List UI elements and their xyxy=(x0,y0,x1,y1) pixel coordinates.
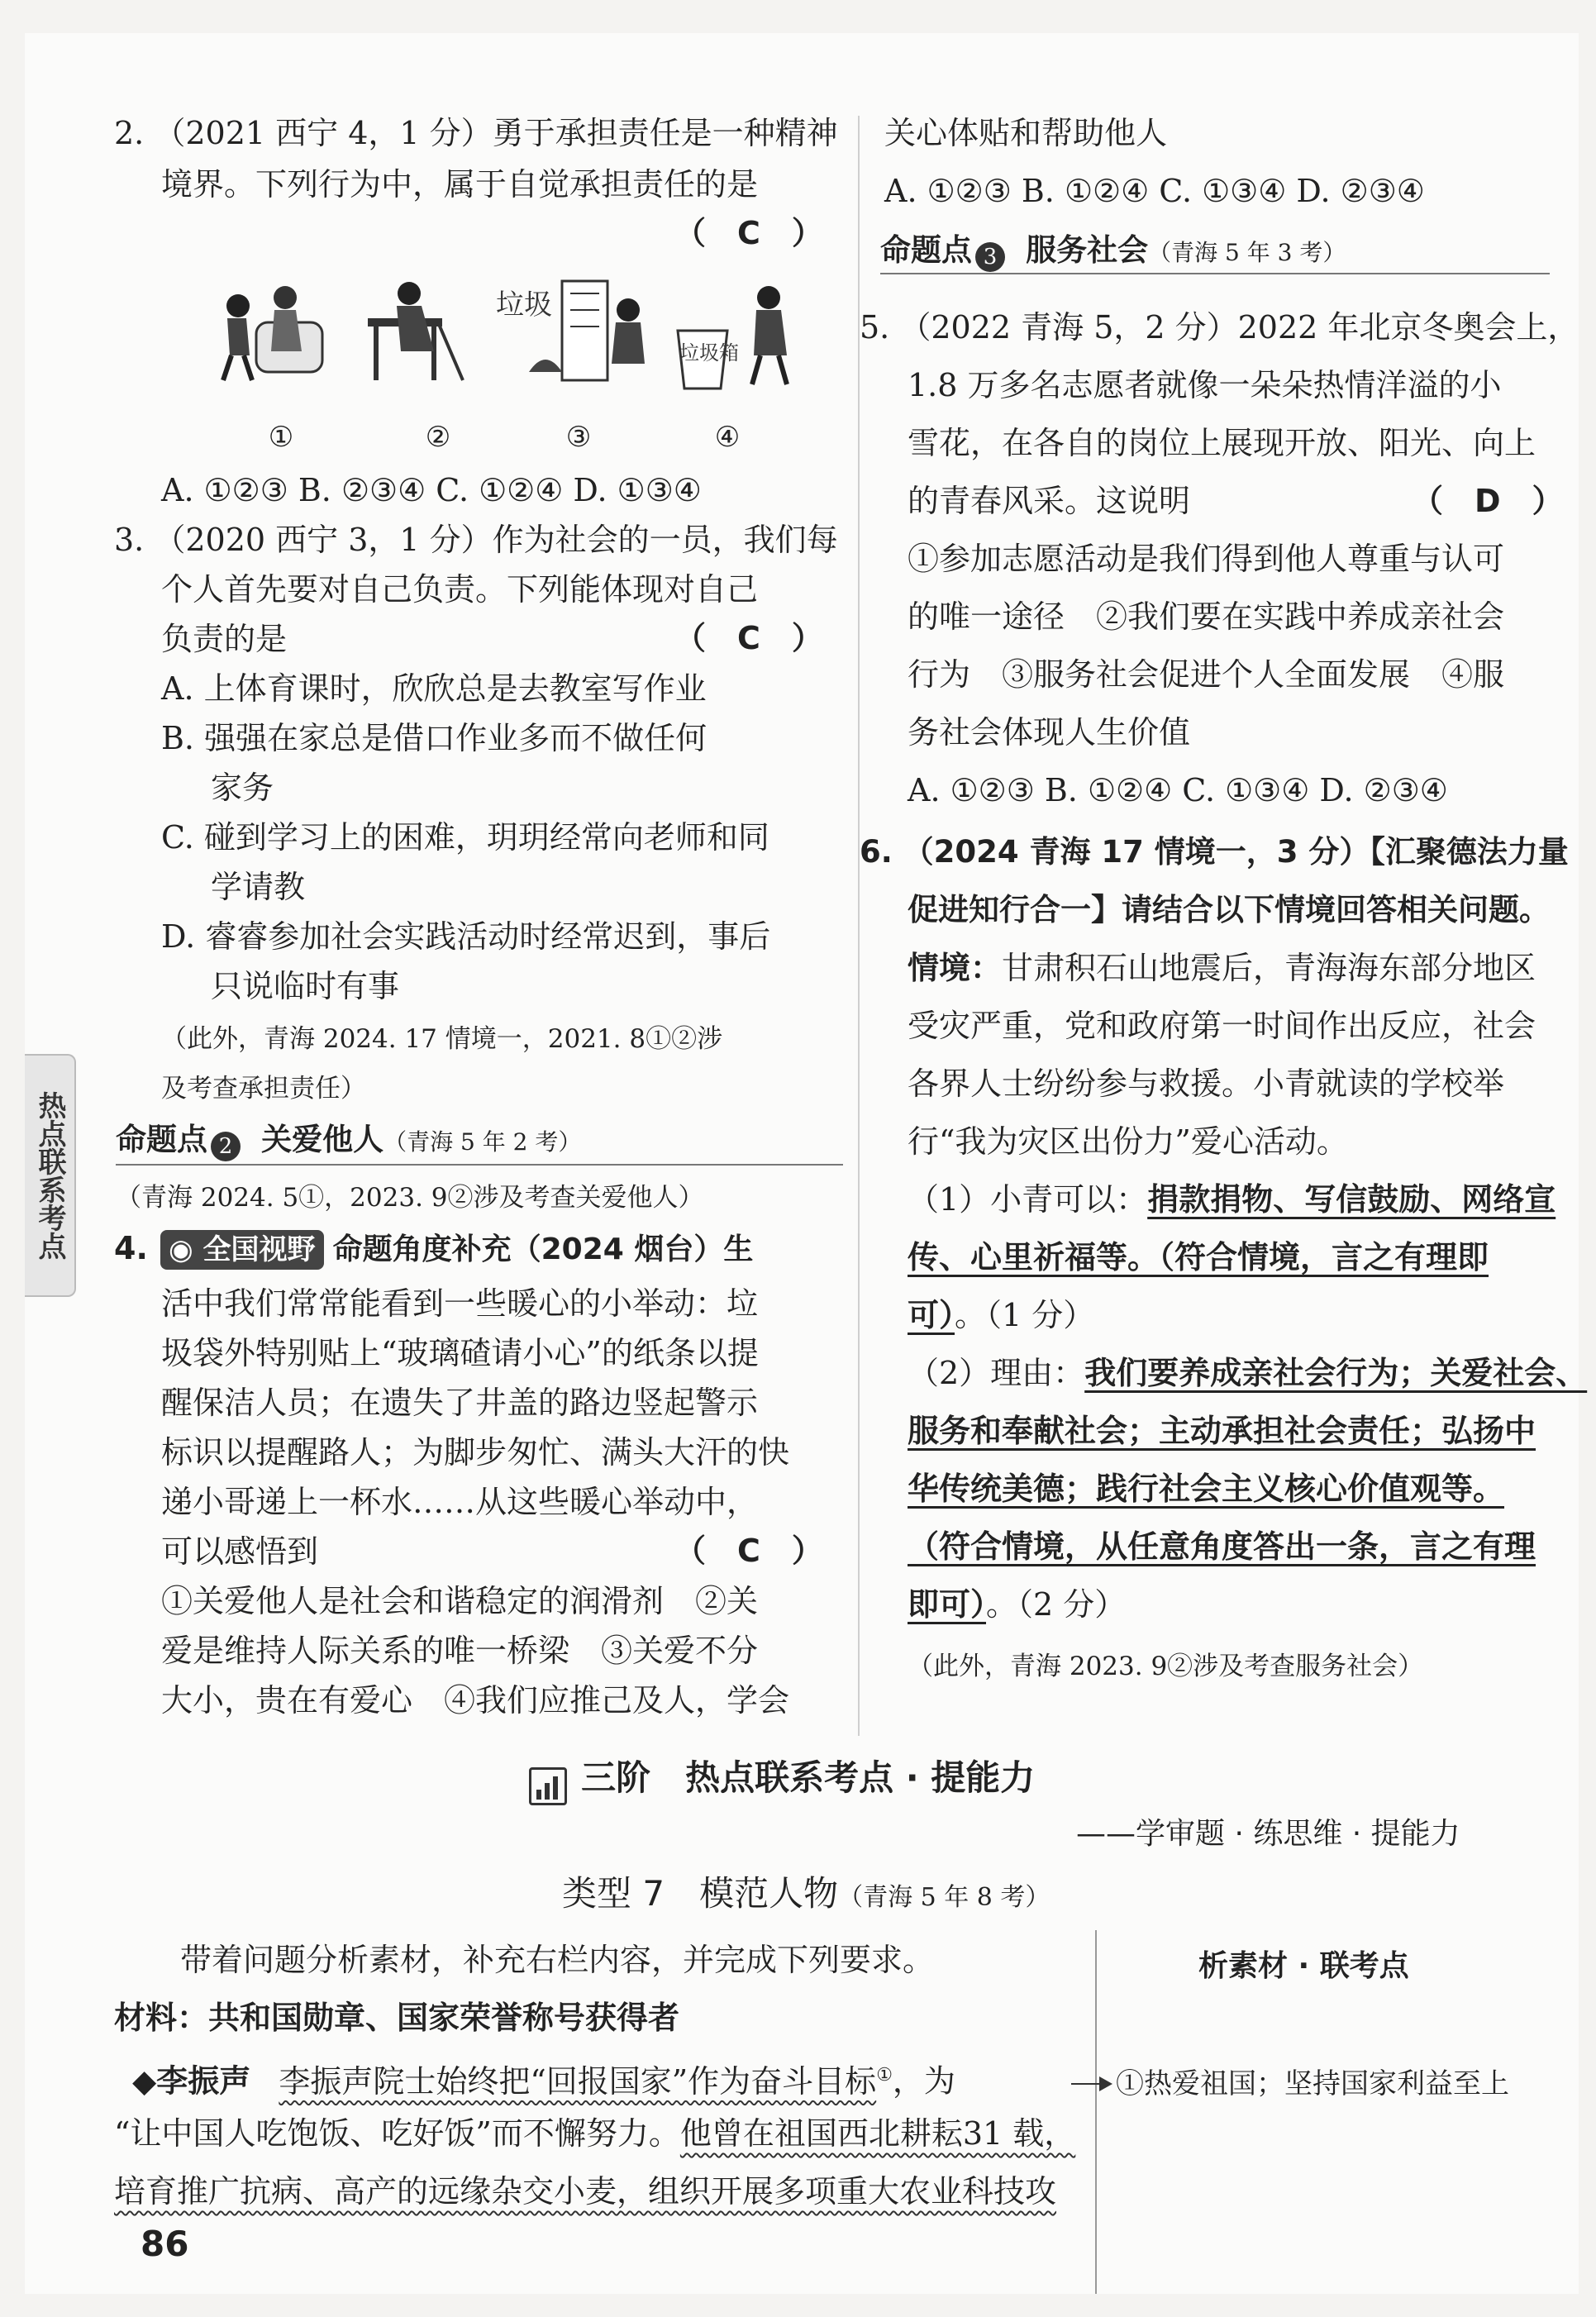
svg-text:垃圾: 垃圾 xyxy=(496,288,552,322)
q6-context-4: 行“我为灾区出份力”爱心活动。 xyxy=(908,1123,1348,1160)
q6-context-label: 情境： xyxy=(908,950,1003,986)
q5-line7: 行为 ③服务社会促进个人全面发展 ④服 xyxy=(908,656,1505,693)
eye-icon: ◉ xyxy=(168,1233,193,1266)
q4-line2: 活中我们常常能看到一些暖心的小举动：垃 xyxy=(161,1285,759,1322)
q3-answer: （ C ） xyxy=(674,620,823,656)
point2-sub: （青海 5 年 2 考） xyxy=(384,1128,582,1156)
q3-option-b: B. 强强在家总是借口作业多而不做任何 xyxy=(161,720,707,756)
q6-context-3: 各界人士纷纷参与救援。小青就读的学校举 xyxy=(908,1066,1505,1102)
page-number: 86 xyxy=(141,2224,189,2264)
q4-line5: 标识以提醒路人；为脚步匆忙、满头大汗的快 xyxy=(161,1434,790,1471)
q6-part2-answer-5: 即可） xyxy=(908,1586,987,1623)
point2-title: 命题点 xyxy=(116,1122,207,1157)
fig-label-3: ③ xyxy=(565,421,592,454)
fig-label-4: ④ xyxy=(714,421,741,454)
type7-material: 材料：共和国勋章、国家荣誉称号获得者 xyxy=(114,2000,680,2036)
q4-options: A. ①②③ B. ①②④ C. ①③④ D. ②③④ xyxy=(884,173,1425,209)
stage3-subtitle: ——学审题 · 练思维 · 提能力 xyxy=(1076,1817,1460,1851)
point3-rule xyxy=(880,273,1550,274)
q3-note-1: （此外，青海 2024. 17 情境一，2021. 8①②涉 xyxy=(161,1024,723,1054)
point3-name: 服务社会 xyxy=(1026,232,1149,268)
stage3-heading xyxy=(529,1751,1035,1805)
type7-right-note: ①热爱祖国；坚持国家利益至上 xyxy=(1116,2067,1509,2100)
q5-line6: 的唯一途径 ②我们要在实践中养成亲社会 xyxy=(908,598,1505,635)
q5-line1: 5. （2022 青海 5，2 分）2022 年北京冬奥会上， xyxy=(860,309,1579,346)
type7-right-head: 析素材 · 联考点 xyxy=(1198,1949,1409,1983)
q6-context-2: 受灾严重，党和政府第一时间作出反应，社会 xyxy=(908,1008,1536,1044)
workbook-page xyxy=(25,33,1588,2294)
q3-line2: 个人首先要对自己负责。下列能体现对自己 xyxy=(161,571,759,608)
q5-options: A. ①②③ B. ①②④ C. ①③④ D. ②③④ xyxy=(908,772,1448,808)
material-line-3: 培育推广抗病、高产的远缘杂交小麦，组织开展多项重大农业科技攻 xyxy=(114,2173,1057,2210)
scene-3-figure xyxy=(496,281,645,380)
bar-chart-icon xyxy=(529,1767,567,1805)
q3-option-a: A. 上体育课时，欣欣总是去教室写作业 xyxy=(161,670,707,707)
material-line-2-underlined: 他曾在祖国西北耕耘31 载， xyxy=(679,2115,1076,2152)
type7-intro: 带着问题分析素材，补充右栏内容，并完成下列要求。 xyxy=(180,1942,935,1978)
q3-line3: 负责的是 xyxy=(161,621,288,657)
q3-option-d-cont: 只说临时有事 xyxy=(211,968,400,1004)
scene-4-figure xyxy=(678,286,787,389)
point2-heading xyxy=(116,1114,581,1161)
q5-line3: 雪花，在各自的岗位上展现开放、阳光、向上 xyxy=(908,425,1536,461)
point3-sub: （青海 5 年 3 考） xyxy=(1148,239,1346,266)
point3-number-badge: 3 xyxy=(975,242,1005,272)
q2-options: A. ①②③ B. ②③④ C. ①②④ D. ①③④ xyxy=(161,472,702,508)
q6-part1-line1: （1）小青可以：捐款捐物、写信鼓励、网络宣 xyxy=(908,1181,1556,1218)
q3-option-c: C. 碰到学习上的困难，玥玥经常向老师和同 xyxy=(161,819,769,856)
q4-line9: 爱是维持人际关系的唯一桥梁 ③关爱不分 xyxy=(161,1633,759,1669)
q6-line2: 促进知行合一】请结合以下情境回答相关问题。 xyxy=(908,892,1550,927)
q6-part2-score: 。（2 分） xyxy=(986,1586,1127,1623)
q5-answer: （ D ） xyxy=(1412,483,1564,519)
q3-option-b-cont: 家务 xyxy=(211,770,274,806)
q2-illustration xyxy=(198,273,827,463)
q6-part1-line3 xyxy=(908,1290,1094,1341)
svg-text:垃圾箱: 垃圾箱 xyxy=(679,341,739,365)
scene-1-figure xyxy=(223,286,322,380)
q4-continued: 关心体贴和帮助他人 xyxy=(884,115,1168,151)
type7-heading xyxy=(562,1866,1050,1916)
fig-label-1: ① xyxy=(268,421,294,454)
q3-line1: 3. （2020 西宁 3，1 分）作为社会的一员，我们每 xyxy=(114,522,838,558)
q5-line2: 1.8 万多名志愿者就像一朵朵热情洋溢的小 xyxy=(908,367,1502,403)
material-line-2: “让中国人吃饱饭、吃好饭”而不懈努力。他曾在祖国西北耕耘31 载， xyxy=(114,2115,1076,2152)
q6-part2-answer-4: （符合情境，从任意角度答出一条，言之有理 xyxy=(908,1528,1536,1565)
point2-name: 关爱他人 xyxy=(261,1122,384,1157)
arrow-right-icon xyxy=(1099,2076,1112,2091)
q6-part2-answer-1: 我们要养成亲社会行为；关爱社会、 xyxy=(1084,1355,1588,1391)
person-name: ◆李振声 xyxy=(132,2062,251,2100)
q3-option-d: D. 睿睿参加社会实践活动时经常迟到，事后 xyxy=(161,918,771,955)
stage3-title: 三阶 热点联系考点 · 提能力 xyxy=(581,1757,1036,1798)
q6-context-text: 甘肃积石山地震后，青海海东部分地区 xyxy=(1002,950,1536,986)
q2-figure-svg xyxy=(198,273,827,463)
q6-part1-score: 。（1 分） xyxy=(955,1297,1095,1333)
q6-part1-answer-2: 传、心里祈福等。（符合情境，言之有理即 xyxy=(908,1239,1489,1275)
q4-number: 4. xyxy=(114,1230,148,1266)
q4-line10: 大小，贵在有爱心 ④我们应推己及人，学会 xyxy=(161,1682,790,1719)
point3-title: 命题点 xyxy=(880,232,972,268)
q3-note-2: 及考查承担责任） xyxy=(161,1074,366,1104)
point2-number-badge: 2 xyxy=(211,1132,241,1161)
material-marker-1: ① xyxy=(876,2065,893,2086)
q5-line4: 的青春风采。这说明 xyxy=(908,483,1191,519)
q6-part1-answer-1: 捐款捐物、写信鼓励、网络宣 xyxy=(1147,1181,1556,1218)
q5-line5: ①参加志愿活动是我们得到他人尊重与认可 xyxy=(908,541,1505,577)
q6-note: （此外，青海 2023. 9②涉及考查服务社会） xyxy=(908,1652,1424,1681)
q5-line8: 务社会体现人生价值 xyxy=(908,714,1191,751)
type7-title: 类型 7 模范人物 xyxy=(562,1873,839,1914)
q6-part2-line5 xyxy=(908,1579,1126,1630)
q4-line8: ①关爱他人是社会和谐稳定的润滑剂 ②关 xyxy=(161,1583,759,1619)
side-tab: 热点联系考点 xyxy=(25,1054,76,1297)
q6-line1: 6. （2024 青海 17 情境一，3 分）【汇聚德法力量 xyxy=(860,834,1569,870)
type7-m1-line: ◆李振声 李振声院士始终把“回报国家”作为奋斗目标①，为 xyxy=(132,2062,955,2100)
q6-context-1 xyxy=(908,942,1536,994)
q4-line6: 递小哥递上一杯水……从这些暖心举动中， xyxy=(161,1484,759,1520)
column-divider xyxy=(858,116,860,1736)
fig-label-2: ② xyxy=(425,421,451,454)
q6-part2-line1: （2）理由：我们要养成亲社会行为；关爱社会、 xyxy=(908,1355,1588,1391)
q4-line1: 命题角度补充（2024 烟台）生 xyxy=(332,1232,754,1266)
point3-heading xyxy=(880,225,1346,272)
scene-2-figure xyxy=(368,282,463,380)
q6-part1-answer-3: 可） xyxy=(908,1297,955,1333)
q6-part2-answer-3: 华传统美德；践行社会主义核心价值观等。 xyxy=(908,1471,1505,1507)
q4-answer: （ C ） xyxy=(674,1533,823,1569)
global-view-tag: ◉ 全国视野 xyxy=(160,1230,324,1270)
type7-column-rule xyxy=(1095,1930,1097,2294)
q3-option-c-cont: 学请教 xyxy=(211,869,306,905)
point2-note: （青海 2024. 5①，2023. 9②涉及考查关爱他人） xyxy=(116,1183,704,1213)
material-line-1: 李振声院士始终把“回报国家”作为奋斗目标 xyxy=(279,2062,877,2100)
q4-line4: 醒保洁人员；在遗失了井盖的路边竖起警示 xyxy=(161,1385,759,1421)
q4-line3: 圾袋外特别贴上“玻璃碴请小心”的纸条以提 xyxy=(161,1335,759,1371)
point2-rule xyxy=(116,1164,843,1166)
q2-line2: 境界。下列行为中，属于自觉承担责任的是 xyxy=(161,166,759,203)
q6-part2-answer-2: 服务和奉献社会；主动承担社会责任；弘扬中 xyxy=(908,1413,1536,1449)
q4-header xyxy=(114,1228,753,1275)
q4-line7: 可以感悟到 xyxy=(161,1533,319,1570)
q2-line1: 2. （2021 西宁 4，1 分）勇于承担责任是一种精神 xyxy=(114,115,838,151)
type7-sub: （青海 5 年 8 考） xyxy=(838,1883,1051,1912)
q2-answer: （ C ） xyxy=(674,215,823,251)
